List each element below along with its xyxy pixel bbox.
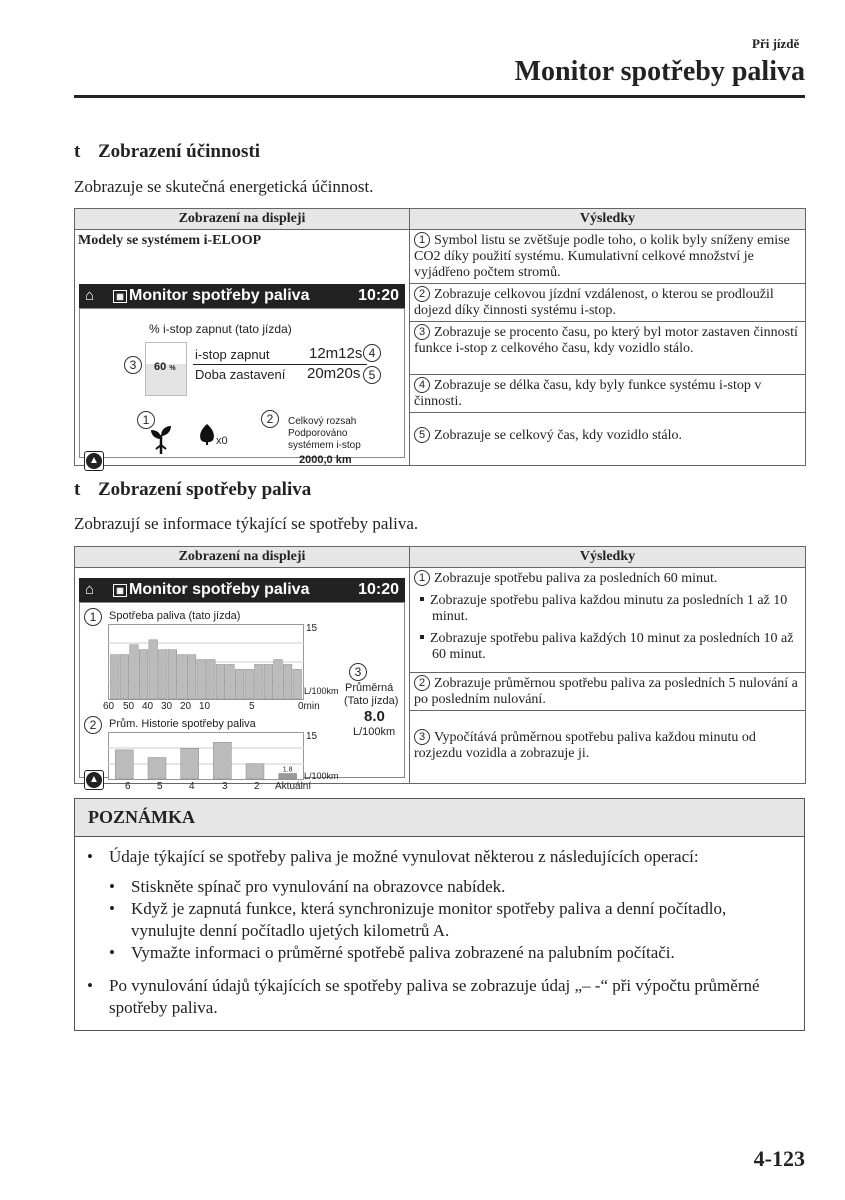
marker-2: 2	[261, 410, 279, 428]
chart1-bar	[168, 650, 177, 699]
marker-5: 5	[363, 366, 381, 384]
chart2-x-tick: 3	[222, 781, 228, 792]
note-item-2: Po vynulování údajů týkajících se spotřeby paliva se zobrazuje údaj „– -“ při výpočtu průměrné spotřeby paliva.	[109, 976, 760, 1017]
efficiency-display	[75, 230, 409, 466]
chart1-bar	[274, 660, 283, 699]
result-row	[410, 673, 806, 711]
result-row	[410, 711, 806, 784]
range-value: 2000,0 km	[299, 454, 352, 466]
title-rule	[74, 95, 805, 98]
chart1-unit: L/100km	[304, 686, 339, 696]
note-sub-1: Stiskněte spínač pro vynulování na obrazovce nabídek.	[131, 877, 506, 896]
display-time: 10:20	[358, 287, 399, 304]
result-text: Zobrazuje se procento času, po který byl motor zastaven činností funkce i-stop z celkového času, kdy vozidlo stálo.	[414, 325, 798, 356]
chart1-x-tick: 0min	[298, 701, 320, 712]
efficiency-table	[74, 208, 806, 466]
bullet-square	[420, 597, 424, 601]
result-row	[410, 413, 806, 466]
tree-icon	[197, 422, 217, 446]
result-text: Zobrazuje spotřebu paliva za posledních 60 minut.	[434, 571, 718, 586]
chart2-bar	[279, 773, 297, 779]
result-text: Zobrazuje celkovou jízdní vzdálenost, o kterou se prodloužil dojezd díky činnosti systému i-stop.	[414, 287, 774, 318]
result-number: 2	[414, 286, 430, 302]
note-header	[75, 799, 804, 837]
page-title: Monitor spotřeby paliva	[514, 56, 805, 87]
marker-4: 4	[363, 344, 381, 362]
chart1-x-tick: 20	[180, 701, 192, 712]
chevron-up-icon: ▲	[86, 772, 102, 788]
result-text: Zobrazuje se celkový čas, kdy vozidlo stálo.	[434, 428, 683, 443]
istop-caption: % i-stop zapnut (tato jízda)	[149, 322, 292, 336]
heading-text: Zobrazení spotřeby paliva	[98, 479, 312, 500]
avg-label-2: (Tato jízda)	[344, 695, 399, 707]
range-line-1: Celkový rozsah	[288, 416, 357, 427]
istop-on-label: i-stop zapnut	[195, 347, 270, 362]
chart2-bar	[246, 764, 264, 779]
result-number: 3	[414, 729, 430, 745]
marker-3: 3	[124, 356, 142, 374]
chart1-x-tick: 10	[199, 701, 211, 712]
range-line-3: systémem i-stop	[288, 440, 361, 451]
chart2-x-tick: 5	[157, 781, 163, 792]
gauge-unit: %	[169, 365, 176, 372]
column-header-results: Výsledky	[410, 547, 806, 568]
home-icon: ⌂	[85, 581, 95, 598]
consumption-display	[75, 568, 409, 792]
range-line-2: Podporováno	[288, 428, 348, 439]
result-text: Zobrazuje průměrnou spotřebu paliva za posledních 5 nulování a po posledním nulování.	[414, 676, 798, 707]
result-row	[410, 230, 806, 284]
result-row	[410, 284, 806, 322]
chart2-title: Prům. Historie spotřeby paliva	[109, 718, 256, 730]
result-row	[410, 568, 806, 673]
note-title: POZNÁMKA	[88, 807, 195, 827]
monitor-icon: ▦	[113, 290, 127, 303]
result-row	[410, 322, 806, 375]
section-heading-consumption	[74, 479, 311, 501]
chart2-x-tick: Aktuální	[275, 781, 312, 792]
section-label: Při jízdě	[752, 36, 800, 51]
result-number: 5	[414, 427, 430, 443]
chart2-unit: L/100km	[304, 771, 339, 781]
scroll-up-button[interactable]	[84, 770, 104, 790]
chart1-bar	[111, 655, 120, 699]
section-intro: Zobrazují se informace týkající se spotřeby paliva.	[74, 514, 419, 533]
chart1-bar	[130, 645, 139, 699]
bullet-square	[420, 635, 424, 639]
fuel-chart-history	[108, 732, 304, 780]
result-text: Vypočítává průměrnou spotřebu paliva každou minutu od rozjezdu vozidla a zobrazuje ji.	[414, 730, 756, 761]
chart2-bar	[213, 742, 231, 779]
display-titlebar	[79, 578, 405, 602]
display-time: 10:20	[358, 581, 399, 598]
result-number: 1	[414, 232, 430, 248]
note-box	[74, 798, 805, 1031]
marker-3: 3	[349, 663, 367, 681]
column-header-display: Zobrazení na displeji	[75, 547, 410, 568]
chart1-bar	[293, 669, 302, 699]
page-number: 4-123	[753, 1146, 805, 1171]
result-number: 3	[414, 324, 430, 340]
chart1-title: Spotřeba paliva (tato jízda)	[109, 610, 241, 622]
note-bullet: •	[109, 943, 115, 962]
marker-1: 1	[84, 608, 102, 626]
avg-label-1: Průměrná	[345, 682, 394, 694]
chart1-x-tick: 5	[249, 701, 255, 712]
note-bullet: •	[109, 899, 115, 918]
chart1-bar	[197, 660, 206, 699]
display-title: Monitor spotřeby paliva	[129, 581, 310, 598]
display-cell	[75, 230, 410, 466]
chevron-up-icon: ▲	[86, 453, 102, 469]
heading-text: Zobrazení účinnosti	[98, 141, 261, 162]
marker-1: 1	[137, 411, 155, 429]
chart2-frame	[109, 733, 304, 780]
chart2-x-tick: 6	[125, 781, 131, 792]
result-bullet: Zobrazuje spotřebu paliva každou minutu za posledních 1 až 10 minut.	[430, 593, 788, 624]
result-row	[410, 375, 806, 413]
heading-bullet: t	[74, 141, 81, 162]
chart1-bar	[187, 655, 196, 699]
section-heading-efficiency	[74, 141, 260, 163]
chart1-bar	[216, 664, 225, 699]
display-cell	[75, 568, 410, 792]
leaf-icon	[147, 423, 175, 455]
note-bullet: •	[87, 847, 93, 866]
chart2-top-tick: 15	[306, 731, 318, 742]
chart1-bar	[120, 655, 129, 699]
chart2-bar	[115, 750, 133, 779]
display-title: Monitor spotřeby paliva	[129, 287, 310, 304]
chart1-top-tick: 15	[306, 623, 318, 634]
chart1-x-tick: 50	[123, 701, 135, 712]
istop-on-value: 12m12s	[309, 345, 363, 362]
chart1-bar	[283, 664, 292, 699]
note-sub-3: Vymažte informaci o průměrné spotřebě paliva zobrazené na palubním počítači.	[131, 943, 675, 962]
istop-gauge	[145, 342, 187, 396]
avg-value: 8.0	[364, 708, 385, 725]
note-bullet: •	[109, 877, 115, 896]
chart1-bar	[178, 655, 187, 699]
chart2-x-tick: 2	[254, 781, 260, 792]
column-header-display: Zobrazení na displeji	[75, 209, 410, 230]
result-text: Zobrazuje se délka času, kdy byly funkce systému i-stop v činnosti.	[414, 378, 762, 409]
chart2-bar	[148, 758, 166, 779]
stop-value: 20m20s	[307, 365, 361, 382]
gauge-value: 60	[154, 361, 167, 373]
marker-2: 2	[84, 716, 102, 734]
result-bullet: Zobrazuje spotřebu paliva každých 10 minut za posledních 10 až 60 minut.	[430, 631, 794, 662]
chart1-bar	[159, 650, 168, 699]
result-text: Symbol listu se zvětšuje podle toho, o kolik byly sníženy emise CO2 díky použití systému. Kumulativní celkové množství je vyjádřeno počtem stromů.	[414, 233, 790, 280]
result-number: 1	[414, 570, 430, 586]
chart1-bar	[245, 669, 254, 699]
column-header-results: Výsledky	[410, 209, 806, 230]
note-bullet: •	[87, 976, 93, 995]
model-label: Modely se systémem i-ELOOP	[78, 233, 262, 248]
monitor-icon: ▦	[113, 584, 127, 597]
chart1-bar	[207, 660, 216, 699]
chart1-x-tick: 30	[161, 701, 173, 712]
heading-bullet: t	[74, 479, 81, 500]
chart2-current-label: 1.8	[282, 766, 293, 774]
scroll-up-button[interactable]	[84, 451, 104, 471]
chart1-bar	[226, 664, 235, 699]
chart1-x-tick: 40	[142, 701, 154, 712]
section-intro: Zobrazuje se skutečná energetická účinnost.	[74, 177, 374, 196]
chart1-bar	[149, 640, 158, 699]
chart1-bar	[235, 669, 244, 699]
chart1-x-tick: 60	[103, 701, 115, 712]
note-sub-2: Když je zapnutá funkce, která synchronizuje monitor spotřeby paliva a denní počítadlo, vynulujte denní počítadlo ujetých kilometrů A.	[131, 899, 727, 940]
chart1-bar	[139, 650, 148, 699]
fuel-chart-this-trip	[108, 624, 304, 700]
avg-unit: L/100km	[353, 726, 396, 738]
chart1-bar	[264, 664, 273, 699]
note-item-1: Údaje týkající se spotřeby paliva je možné vynulovat některou z následujících operací:	[109, 847, 699, 866]
home-icon: ⌂	[85, 287, 95, 304]
chart2-bar	[181, 748, 199, 779]
chart1-bar	[255, 664, 264, 699]
result-number: 4	[414, 377, 430, 393]
result-number: 2	[414, 675, 430, 691]
display-titlebar	[79, 284, 405, 308]
tree-count: x0	[216, 435, 228, 447]
consumption-table	[74, 546, 806, 792]
chart2-x-tick: 4	[189, 781, 195, 792]
stop-label: Doba zastavení	[195, 367, 286, 382]
